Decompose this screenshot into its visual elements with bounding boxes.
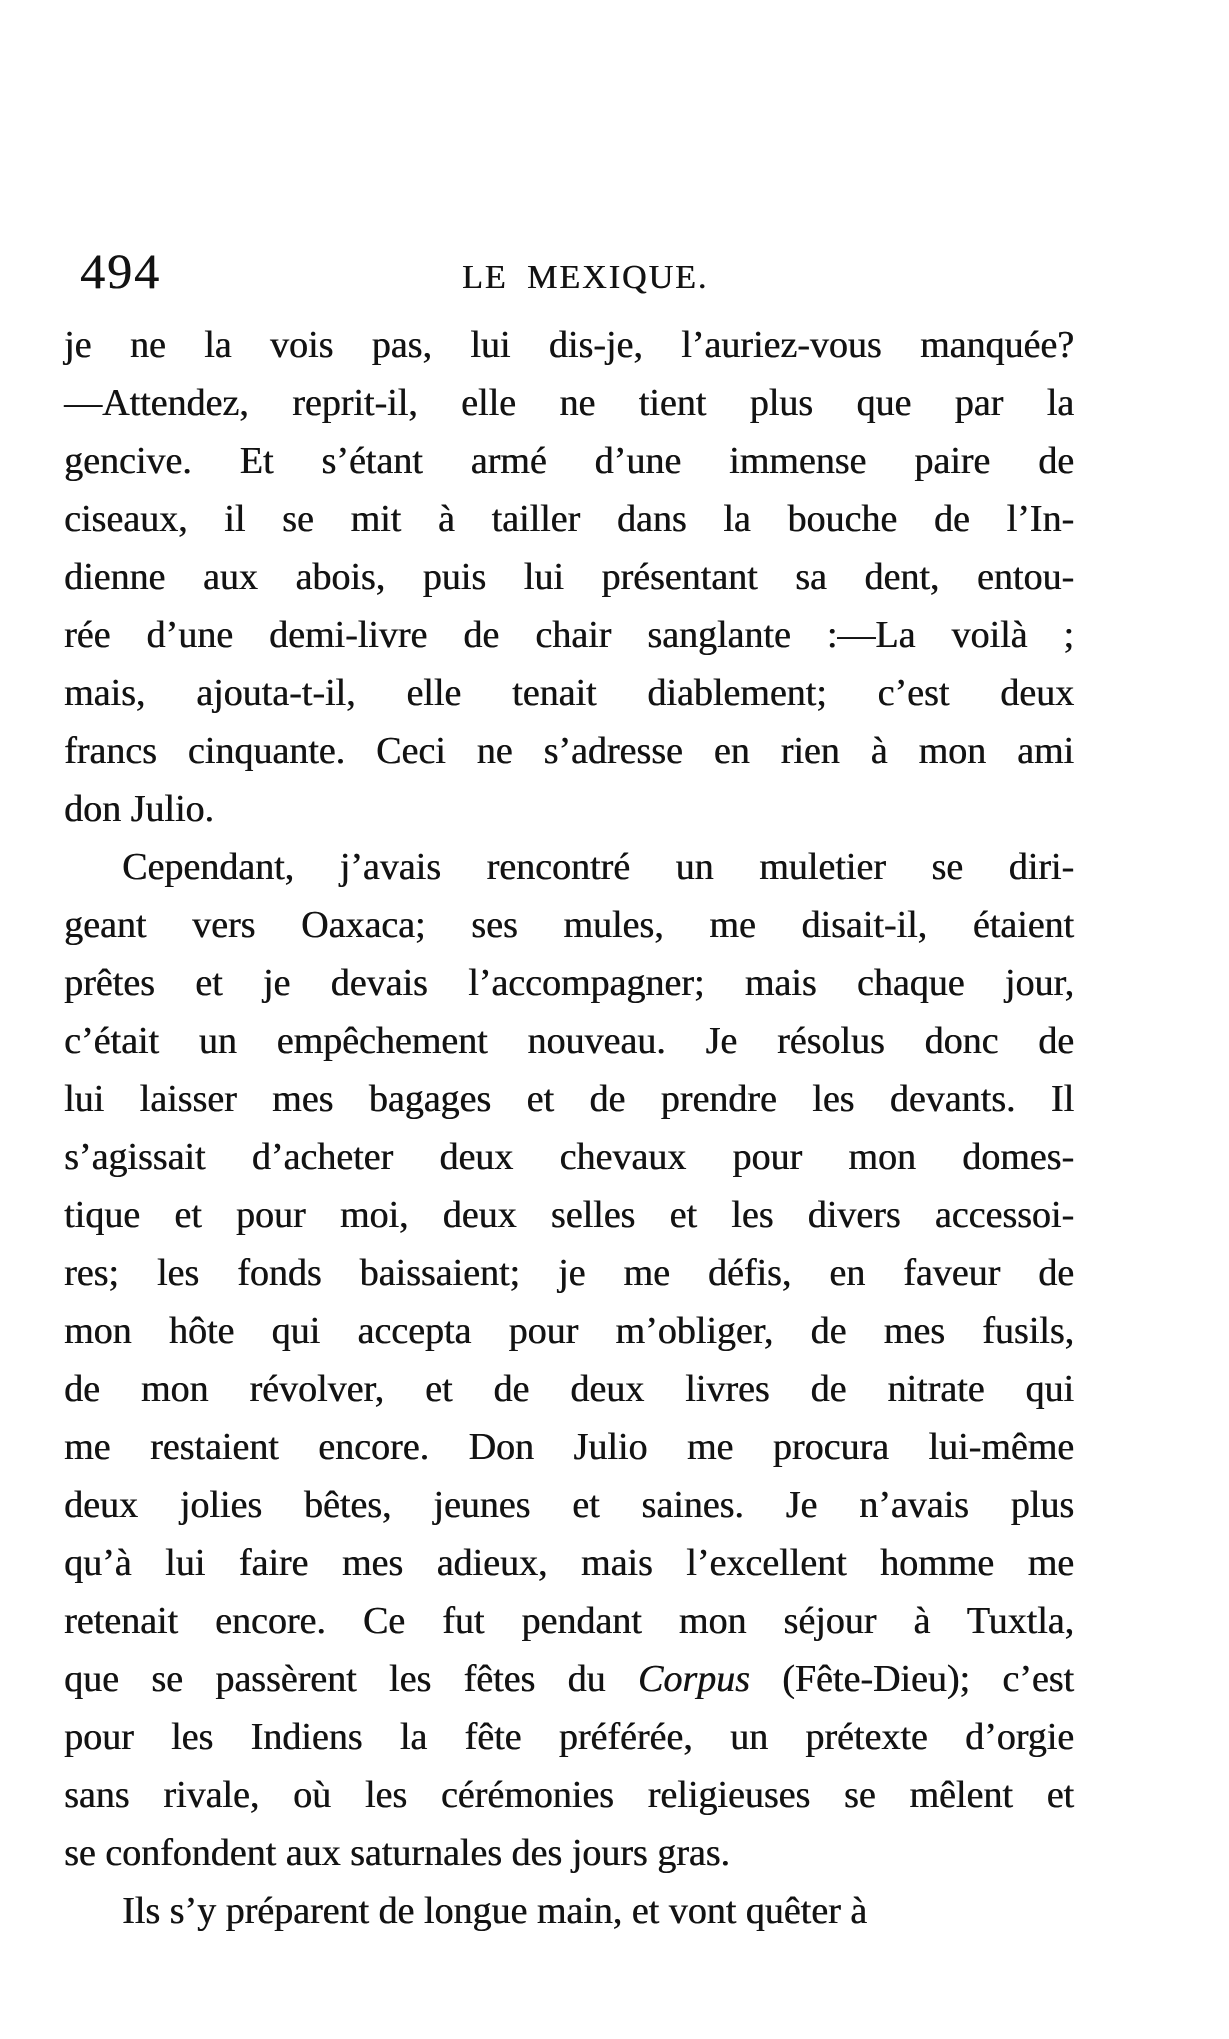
text-line: je ne la vois pas, lui dis-je, l’auriez-vous manquée?	[64, 324, 1074, 366]
text-line: don Julio.	[64, 788, 214, 830]
text-line: ciseaux, il se mit à tailler dans la bouche de l’In-	[64, 498, 1074, 540]
text-segment: (Fête-Dieu); c’est	[749, 1658, 1074, 1700]
text-line: de mon révolver, et de deux livres de nitrate qui	[64, 1368, 1074, 1410]
text-line: lui laisser mes bagages et de prendre les devants. Il	[64, 1078, 1074, 1120]
text-line: se confondent aux saturnales des jours gras.	[64, 1832, 730, 1874]
text-line: s’agissait d’acheter deux chevaux pour mon domes-	[64, 1136, 1074, 1178]
text-line: dienne aux abois, puis lui présentant sa dent, entou-	[64, 556, 1074, 598]
page-number: 494	[80, 243, 161, 299]
text-line: c’était un empêchement nouveau. Je résolus donc de	[64, 1020, 1074, 1062]
text-line: sans rivale, où les cérémonies religieuses se mêlent et	[64, 1774, 1074, 1816]
text-line: me restaient encore. Don Julio me procura lui-même	[64, 1426, 1074, 1468]
italic-word: Corpus	[637, 1658, 750, 1700]
text-line: —Attendez, reprit-il, elle ne tient plus que par la	[64, 382, 1074, 424]
text-line: mon hôte qui accepta pour m’obliger, de mes fusils,	[64, 1310, 1074, 1352]
text-line: pour les Indiens la fête préférée, un prétexte d’orgie	[64, 1716, 1074, 1758]
body-text	[64, 316, 1074, 1940]
text-line: retenait encore. Ce fut pendant mon séjour à Tuxtla,	[64, 1600, 1074, 1642]
text-line: mais, ajouta-t-il, elle tenait diablement; c’est deux	[64, 672, 1074, 714]
text-line: Ils s’y préparent de longue main, et vont quêter à	[122, 1890, 867, 1932]
running-title: LE MEXIQUE.	[462, 259, 709, 296]
text-line: tique et pour moi, deux selles et les divers accessoi-	[64, 1194, 1074, 1236]
text-line: qu’à lui faire mes adieux, mais l’excellent homme me	[64, 1542, 1074, 1584]
text-line: geant vers Oaxaca; ses mules, me disait-il, étaient	[64, 904, 1074, 946]
text-line: gencive. Et s’étant armé d’une immense paire de	[64, 440, 1074, 482]
text-line: res; les fonds baissaient; je me défis, en faveur de	[64, 1252, 1074, 1294]
text-line: rée d’une demi-livre de chair sanglante :—La voilà ;	[64, 614, 1074, 656]
text-line: deux jolies bêtes, jeunes et saines. Je n’avais plus	[64, 1484, 1074, 1526]
text-line: prêtes et je devais l’accompagner; mais chaque jour,	[64, 962, 1074, 1004]
text-line: francs cinquante. Ceci ne s’adresse en rien à mon ami	[64, 730, 1074, 772]
text-segment: que se passèrent les fêtes du	[64, 1658, 638, 1700]
text-line	[64, 1650, 1074, 1708]
text-line: Cependant, j’avais rencontré un muletier se diri-	[122, 846, 1074, 888]
